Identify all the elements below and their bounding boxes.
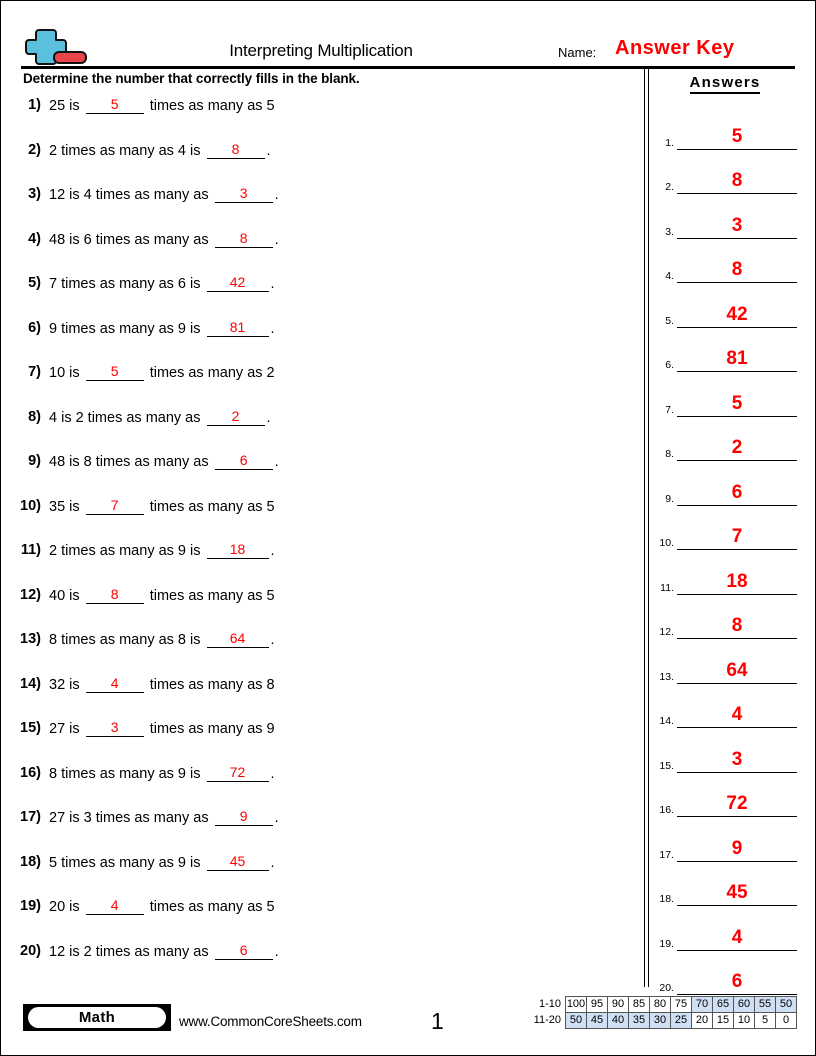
question-text-before: 7 times as many as 6 is [49,276,205,292]
question-text-after: times as many as 5 [145,98,275,114]
question-row [1,765,641,810]
answer-value[interactable]: 4 [677,928,797,951]
question-text-before: 27 is [49,721,84,737]
answer-value[interactable]: 8 [677,171,797,194]
question-body [49,320,275,338]
worksheet-header [1,1,815,67]
answer-value[interactable]: 6 [677,483,797,506]
answer-number: 4. [665,270,674,282]
grade-cell: 5 [755,1013,776,1029]
question-text-after: . [270,276,275,292]
answer-number: 8. [665,448,674,460]
grade-cell: 80 [650,997,671,1013]
question-number: 18) [20,853,41,870]
answer-number: 12. [659,626,674,638]
question-text-after: times as many as 5 [145,587,275,604]
question-text-before: 2 times as many as 9 is [49,543,205,559]
grade-cell: 50 [776,997,797,1013]
answer-number: 7. [665,403,674,416]
answer-value[interactable]: 45 [677,883,797,906]
question-row [1,275,641,320]
answer-value[interactable]: 42 [677,305,797,328]
question-text-before: 5 times as many as 9 is [49,854,205,871]
question-number: 12) [20,586,41,603]
answer-number: 1. [665,136,674,149]
answer-blank[interactable]: 5 [86,363,144,381]
question-body [49,898,275,916]
question-number: 8) [28,408,41,425]
question-row [1,498,641,543]
answers-panel [653,67,797,995]
answer-row [653,817,797,862]
answer-blank[interactable]: 42 [207,274,269,292]
answers-heading: Answers [653,67,797,93]
answer-number: 14. [659,715,674,727]
question-number: 20) [20,942,41,959]
question-text-after: . [274,454,279,470]
question-number: 14) [20,675,41,692]
question-number: 3) [28,186,41,202]
question-number: 11) [20,542,41,558]
question-row [1,809,641,854]
question-row [1,631,641,676]
answer-row [653,239,797,284]
answer-row [653,372,797,417]
question-text-before: 9 times as many as 9 is [49,320,205,337]
answer-value[interactable]: 3 [677,216,797,239]
answer-number: 5. [665,314,674,327]
question-body [49,676,275,694]
answer-blank[interactable]: 8 [207,141,265,159]
question-text-before: 4 is 2 times as many as [49,409,205,426]
question-text-after: times as many as 5 [145,899,275,915]
grade-cell: 100 [566,997,587,1013]
question-text-before: 8 times as many as 8 is [49,632,205,648]
question-body [49,631,275,649]
question-row [1,854,641,899]
question-body [49,587,275,605]
answer-value[interactable]: 64 [677,661,797,684]
question-row [1,97,641,142]
answer-row [653,550,797,595]
answer-blank[interactable]: 81 [207,319,269,337]
answer-blank[interactable]: 6 [215,452,273,470]
question-row [1,409,641,454]
question-text-after: . [266,409,271,426]
answer-value[interactable]: 6 [677,972,797,995]
grade-cell: 35 [629,1013,650,1029]
page-title: Interpreting Multiplication [229,41,413,60]
answer-blank[interactable]: 3 [215,185,273,203]
question-text-after: . [274,943,279,960]
question-number: 2) [28,141,41,158]
question-body [49,854,275,872]
answer-blank[interactable]: 8 [215,230,273,248]
question-number: 5) [28,275,41,291]
answer-row [653,684,797,729]
question-row [1,364,641,409]
answer-blank[interactable]: 18 [207,541,269,559]
answer-number: 10. [659,537,674,549]
column-divider [644,67,651,987]
answer-number: 13. [659,670,674,683]
question-text-before: 25 is [49,98,84,114]
question-text-before: 27 is 3 times as many as [49,810,213,826]
grade-row-label: 11-20 [533,1014,561,1026]
question-text-before: 8 times as many as 9 is [49,765,205,782]
answer-blank[interactable]: 64 [207,630,269,648]
answer-number: 9. [665,492,674,505]
question-text-after: . [270,543,275,559]
question-text-before: 2 times as many as 4 is [49,142,205,159]
question-body [49,453,279,471]
subject-label: Math [28,1007,166,1028]
question-body [49,142,271,160]
grade-cell: 10 [734,1013,755,1029]
question-row [1,676,641,721]
answer-row [653,639,797,684]
questions-list [1,97,641,987]
subject-badge [23,1004,171,1031]
grade-cell: 45 [587,1013,608,1029]
name-value: Answer Key [615,37,735,59]
grade-cell: 0 [776,1013,797,1029]
answer-blank[interactable]: 4 [86,675,144,693]
answer-number: 11. [660,581,674,594]
question-number: 15) [20,720,41,736]
answer-value[interactable]: 5 [677,127,797,150]
question-text-after: . [270,320,275,337]
grade-cell: 15 [713,1013,734,1029]
question-number: 1) [28,97,41,113]
question-text-before: 40 is [49,587,84,604]
grade-cell: 75 [671,997,692,1013]
question-row [1,542,641,587]
answer-value[interactable]: 4 [677,705,797,728]
grade-row [528,997,797,1013]
worksheet-footer [1,987,815,1055]
question-number: 9) [28,453,41,469]
question-text-before: 20 is [49,899,84,915]
answer-row [653,906,797,951]
answer-number: 19. [659,937,674,950]
question-row [1,943,641,988]
question-text-before: 12 is 2 times as many as [49,943,213,960]
answer-blank[interactable]: 8 [86,586,144,604]
question-row [1,720,641,765]
answer-value[interactable]: 81 [677,349,797,372]
question-text-after: . [270,632,275,648]
question-row [1,587,641,632]
question-row [1,898,641,943]
grade-cell: 85 [629,997,650,1013]
answer-value[interactable]: 8 [677,616,797,639]
grade-cell: 40 [608,1013,629,1029]
answer-blank[interactable]: 9 [215,808,273,826]
answer-number: 16. [659,804,674,816]
question-row [1,142,641,187]
question-text-after: . [274,231,279,248]
question-number: 4) [28,230,41,247]
answer-row [653,506,797,551]
question-body [49,943,279,961]
question-body [49,186,279,204]
grade-row-label: 1-10 [538,998,561,1010]
answer-blank[interactable]: 3 [86,719,144,737]
grade-cell: 55 [755,997,776,1013]
answer-number: 15. [659,759,674,772]
question-row [1,320,641,365]
answer-blank[interactable]: 7 [86,497,144,515]
answer-value[interactable]: 18 [677,572,797,595]
question-text-after: . [270,854,275,871]
grade-row [528,1013,797,1029]
answer-value[interactable]: 9 [677,839,797,862]
answer-row [653,150,797,195]
grade-cell: 20 [692,1013,713,1029]
question-body [49,809,279,827]
question-text-after: times as many as 8 [145,676,275,693]
grade-cell: 30 [650,1013,671,1029]
answer-row [653,328,797,373]
question-text-after: times as many as 9 [145,721,275,737]
question-body [49,231,279,249]
answers-list [653,105,797,995]
question-body [49,275,275,293]
grade-cell: 70 [692,997,713,1013]
answer-row [653,105,797,150]
answer-row [653,283,797,328]
question-text-after: times as many as 2 [145,365,275,381]
question-text-after: . [270,765,275,782]
question-text-before: 10 is [49,365,84,381]
question-text-before: 48 is 6 times as many as [49,231,213,248]
question-number: 13) [20,631,41,647]
answer-value[interactable]: 2 [677,438,797,461]
answer-row [653,862,797,907]
grade-cell: 50 [566,1013,587,1029]
answer-number: 3. [665,225,674,238]
question-text-after: . [274,810,279,826]
plus-minus-logo-icon [21,26,91,66]
answer-row [653,461,797,506]
grade-cell: 25 [671,1013,692,1029]
answer-value[interactable]: 3 [677,750,797,773]
grade-cell: 90 [608,997,629,1013]
answer-number: 17. [659,848,674,861]
answer-blank[interactable]: 6 [215,942,273,960]
answer-value[interactable]: 7 [677,527,797,550]
question-number: 6) [28,319,41,336]
question-text-after: . [274,187,279,203]
answer-number: 2. [665,181,674,193]
question-text-after: times as many as 5 [145,498,275,515]
question-row [1,231,641,276]
answer-blank[interactable]: 5 [86,96,144,114]
question-row [1,453,641,498]
question-body [49,498,275,516]
instruction-text: Determine the number that correctly fills in the blank. [23,71,360,86]
answer-blank[interactable]: 4 [86,897,144,915]
answer-row [653,194,797,239]
question-row [1,186,641,231]
question-body [49,409,271,427]
question-number: 17) [20,809,41,825]
question-number: 7) [28,364,41,380]
question-number: 16) [20,764,41,781]
question-body [49,765,275,783]
answer-number: 20. [659,982,674,994]
answer-value[interactable]: 5 [677,394,797,417]
website-url: www.CommonCoreSheets.com [179,1014,362,1029]
answer-blank[interactable]: 45 [207,853,269,871]
grading-scale-table [528,996,798,1029]
answer-number: 18. [659,893,674,905]
question-text-before: 12 is 4 times as many as [49,187,213,203]
answer-value[interactable]: 8 [677,260,797,283]
grade-cell: 95 [587,997,608,1013]
question-text-before: 35 is [49,498,84,515]
question-text-before: 48 is 8 times as many as [49,454,213,470]
page-number: 1 [431,1008,444,1034]
answer-value[interactable]: 72 [677,794,797,817]
answer-blank[interactable]: 72 [207,764,269,782]
grade-cell: 60 [734,997,755,1013]
question-body [49,720,275,738]
answer-row [653,773,797,818]
answer-number: 6. [665,359,674,371]
answer-row [653,728,797,773]
answer-blank[interactable]: 2 [207,408,265,426]
answer-row [653,595,797,640]
question-body [49,542,275,560]
name-label: Name: [558,45,597,60]
question-body [49,97,275,115]
question-number: 10) [20,497,41,514]
question-text-before: 32 is [49,676,84,693]
grade-cell: 65 [713,997,734,1013]
question-number: 19) [20,898,41,914]
answer-row [653,417,797,462]
question-body [49,364,275,382]
question-text-after: . [266,142,271,159]
